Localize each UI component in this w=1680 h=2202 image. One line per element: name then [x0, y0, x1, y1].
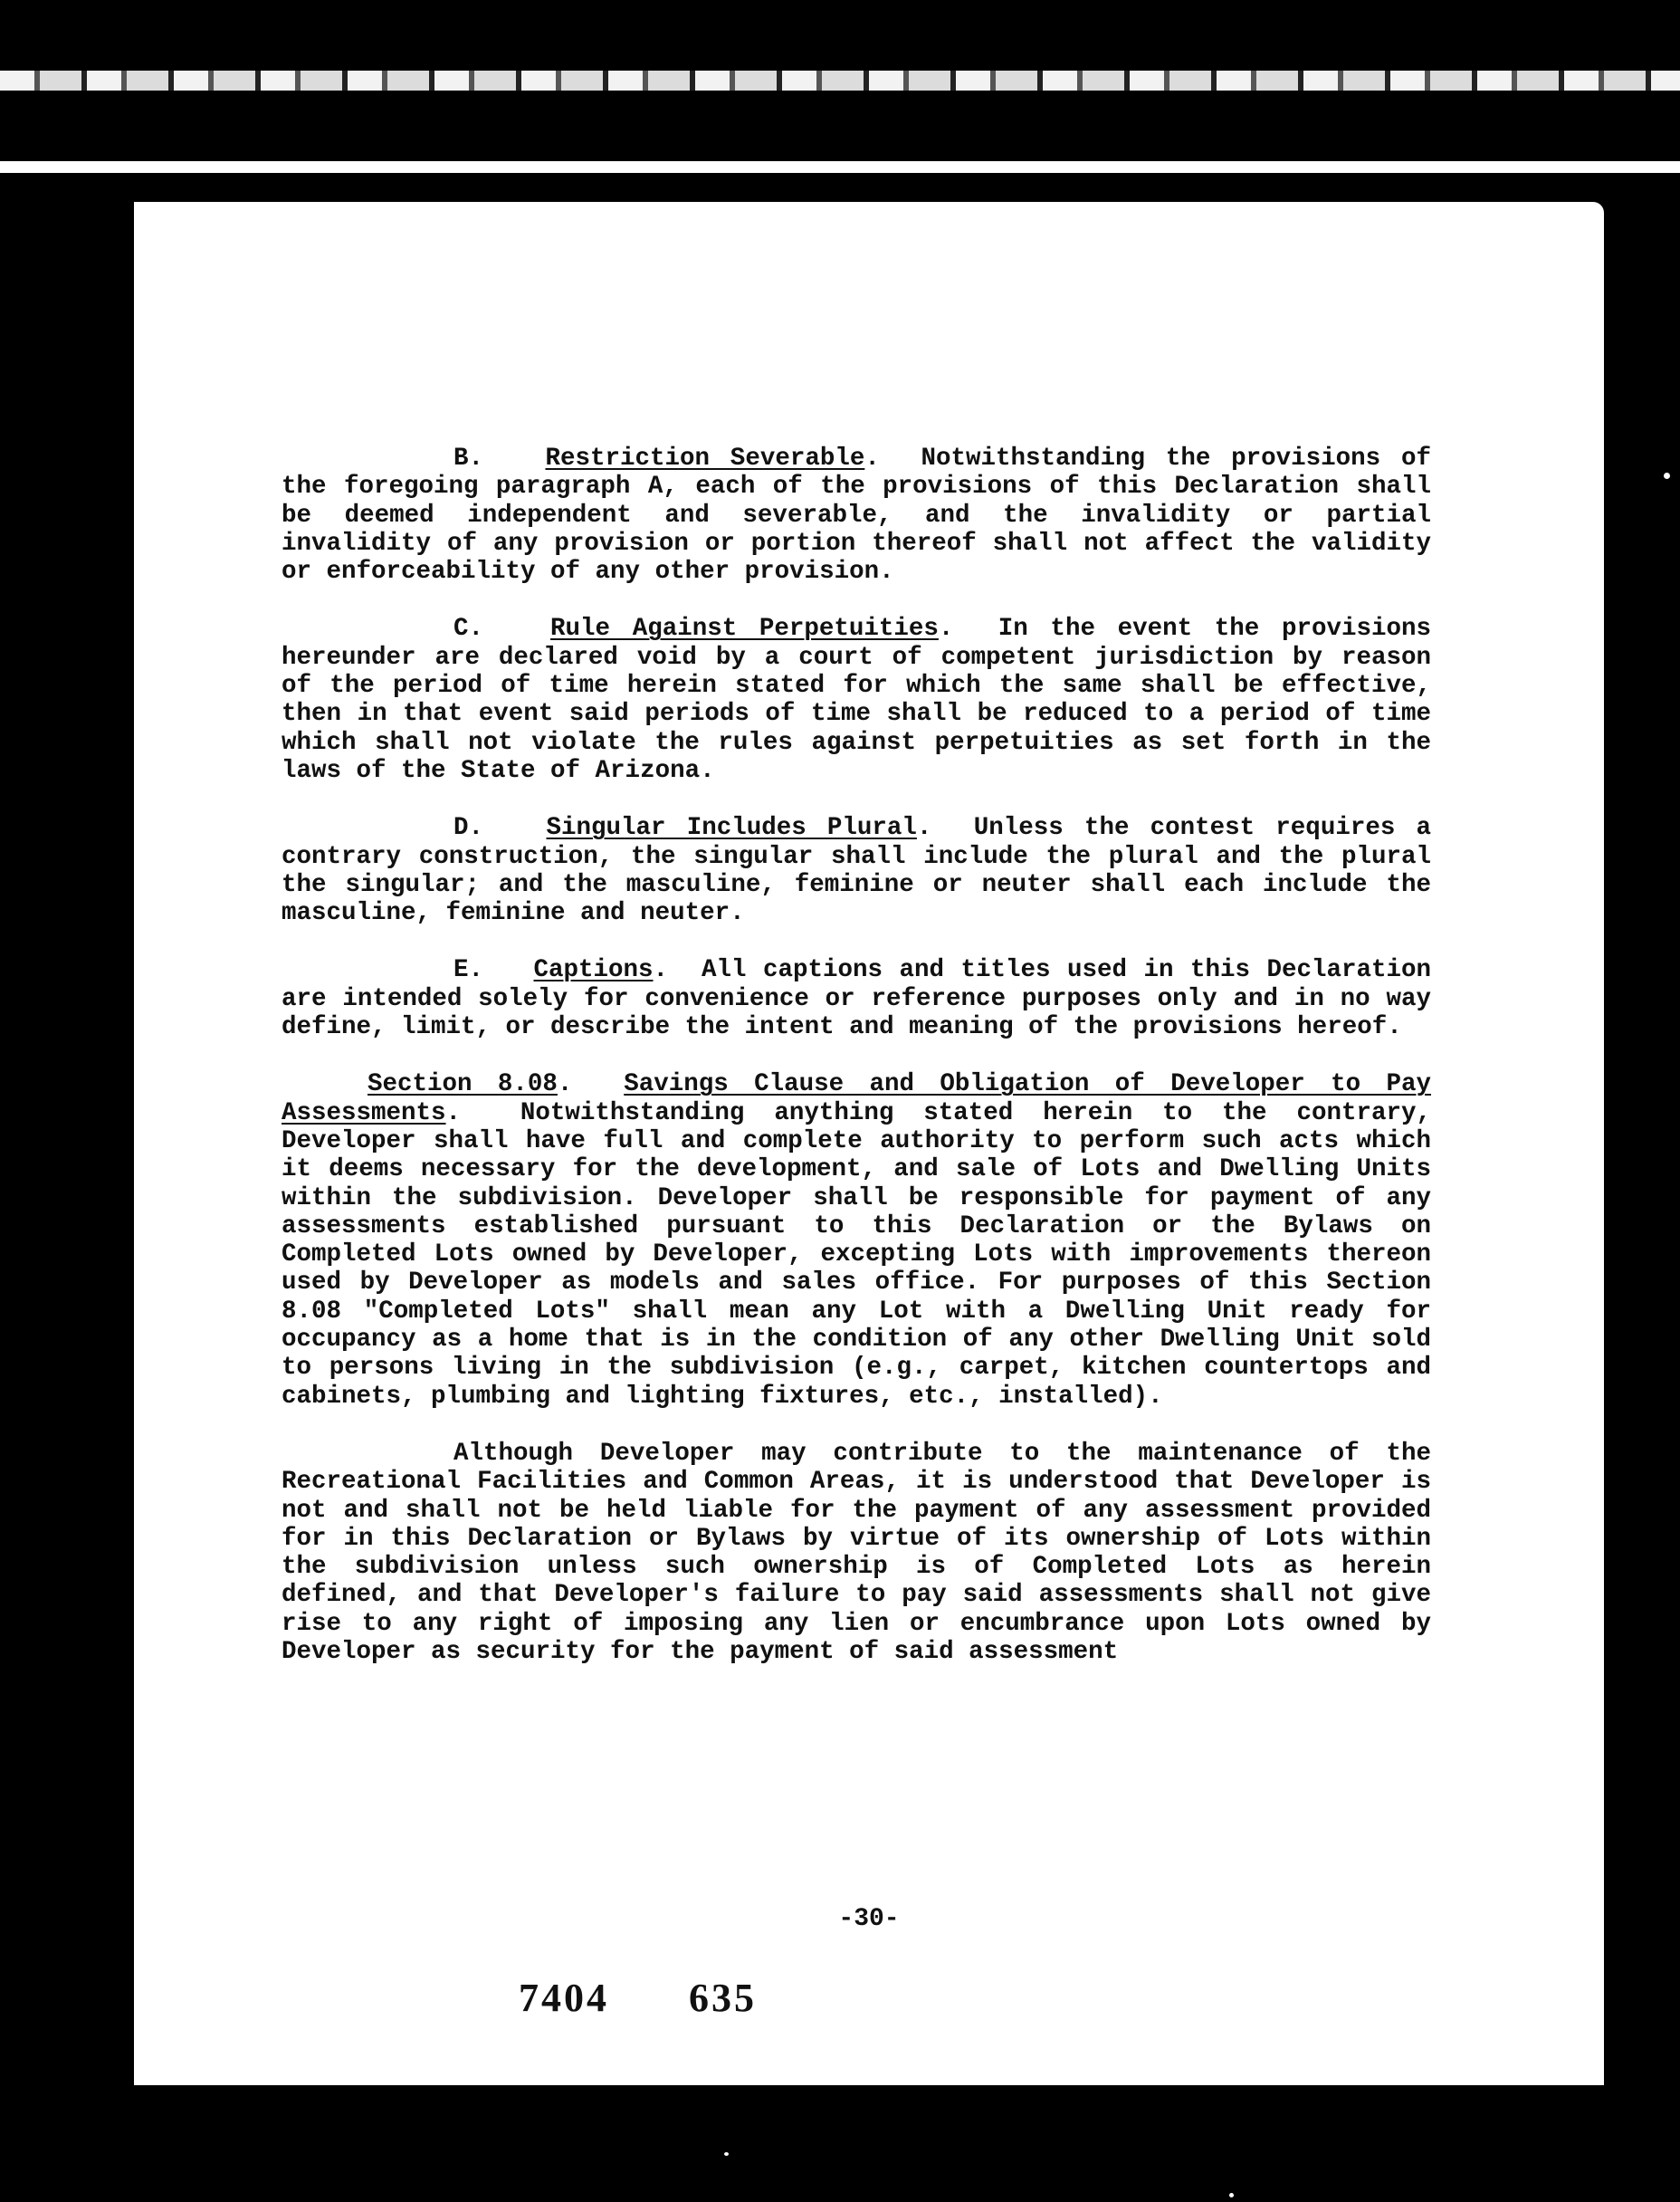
section-8-08: Section 8.08. Savings Clause and Obligation of Developer to Pay Assessments. Notwithstanding anything stated herein to the contrary, Developer shall have full and complete authority to perform such acts which it deems necessary for the development, and sale of Lots and Dwelling Units within the subdivision. Developer shall be responsible for payment of any assessments established pursuant to this Declaration or the Bylaws on Completed Lots owned by Developer, excepting Lots with improvements thereon used by Developer as models and sales office. For purposes of this Section 8.08 "Completed Lots" shall mean any Lot with a Dwelling Unit ready for occupancy as a home that is in the condition of any other Dwelling Unit sold to persons living in the subdivision (e.g., carpet, kitchen countertops and cabinets, plumbing and lighting fixtures, etc., installed).: [282, 1070, 1431, 1411]
page-number: -30-: [838, 1905, 900, 1933]
scan-border-strip: [0, 71, 1680, 91]
developer-liability-paragraph: [282, 1440, 1431, 1666]
document-body: [282, 445, 1431, 1666]
scan-speck: [724, 2152, 729, 2156]
paragraph-e-heading: Captions: [533, 956, 654, 985]
paragraph-d-body: Unless the contest requires a contrary construction, the singular shall include the plural and the plural the singular; and the masculine, feminine or neuter shall each include the masculine, feminine and neuter.: [282, 814, 1431, 928]
paragraph-d: D. Singular Includes Plural. Unless the contest requires a contrary construction, the singular shall include the plural and the plural the singular; and the masculine, feminine or neuter shall each include the masculine, feminine and neuter.: [282, 814, 1431, 928]
paragraph-d-heading: Singular Includes Plural: [546, 814, 917, 843]
scan-speck: [1229, 2193, 1234, 2197]
document-page: [134, 202, 1604, 2085]
paragraph-e-body: All captions and titles used in this Declaration are intended solely for convenience or reference purposes only and in no way define, limit, or describe the intent and meaning of the provisions hereof.: [282, 956, 1432, 1042]
paragraph-d-label: D.: [453, 814, 484, 843]
recording-page-number: 635: [689, 1976, 757, 2020]
paragraph-c-body: In the event the provisions hereunder are declared void by a court of competent jurisdiction by reason of the period of time herein stated for which the same shall be effective, then in that event said periods of time shall be reduced to a period of time which shall not violate the rules against perpetuities as set forth in the laws of the State of Arizona.: [282, 615, 1431, 785]
section-8-08-heading: Savings Clause and Obligation of Developer to Pay Assessments: [282, 1070, 1431, 1127]
recording-book-number: 7404: [519, 1976, 609, 2020]
paragraph-c: C. Rule Against Perpetuities. In the event the provisions hereunder are declared void by a court of competent jurisdiction by reason of the period of time herein stated for which the same shall be effective, then in that event said periods of time shall be reduced to a period of time which shall not violate the rules against perpetuities as set forth in the laws of the State of Arizona.: [282, 615, 1431, 785]
paragraph-e-label: E.: [453, 956, 484, 985]
developer-liability-body: Although Developer may contribute to the maintenance of the Recreational Facilities and Common Areas, it is understood that Developer is not and shall not be held liable for the payment of any assessment provided for in this Declaration or Bylaws by virtue of its ownership of Lots within the subdivision unless such ownership is of Completed Lots as herein defined, and that Developer's failure to pay said assessments shall not give rise to any right of imposing any lien or encumbrance upon Lots owned by Developer as security for the payment of said assessment: [282, 1439, 1431, 1666]
paragraph-e: E. Captions. All captions and titles used in this Declaration are intended solely for convenience or reference purposes only and in no way define, limit, or describe the intent and meaning of the provisions hereof.: [282, 956, 1432, 1042]
section-8-08-body: Notwithstanding anything stated herein to the contrary, Developer shall have full and complete authority to perform such acts which it deems necessary for the development, and sale of Lots and Dwelling Units within the subdivision. Developer shall be responsible for payment of any assessments established pursuant to this Declaration or the Bylaws on Completed Lots owned by Developer, excepting Lots with improvements thereon used by Developer as models and sales office. For purposes of this Section 8.08 "Completed Lots" shall mean any Lot with a Dwelling Unit ready for occupancy as a home that is in the condition of any other Dwelling Unit sold to persons living in the subdivision (e.g., carpet, kitchen countertops and cabinets, plumbing and lighting fixtures, etc., installed).: [282, 1098, 1431, 1411]
scan-speck: [1664, 473, 1670, 479]
paragraph-b: B. Restriction Severable. Notwithstanding the provisions of the foregoing paragraph A, each of the provisions of this Declaration shall be deemed independent and severable, and the invalidity or partial invalidity of any provision or portion thereof shall not affect the validity or enforceability of any other provision.: [282, 445, 1432, 587]
paragraph-c-label: C.: [453, 615, 484, 644]
paragraph-b-body: Notwithstanding the provisions of the foregoing paragraph A, each of the provisions of this Declaration shall be deemed independent and severable, and the invalidity or partial invalidity of any provision or portion thereof shall not affect the validity or enforceability of any other provision.: [282, 445, 1432, 587]
scan-border-band: [0, 161, 1680, 173]
paragraph-b-heading: Restriction Severable: [545, 445, 865, 473]
paragraph-c-heading: Rule Against Perpetuities: [550, 615, 939, 644]
section-8-08-label: Section 8.08: [368, 1070, 558, 1099]
paragraph-b-label: B.: [453, 445, 484, 473]
recording-stamp: [519, 1975, 757, 2021]
